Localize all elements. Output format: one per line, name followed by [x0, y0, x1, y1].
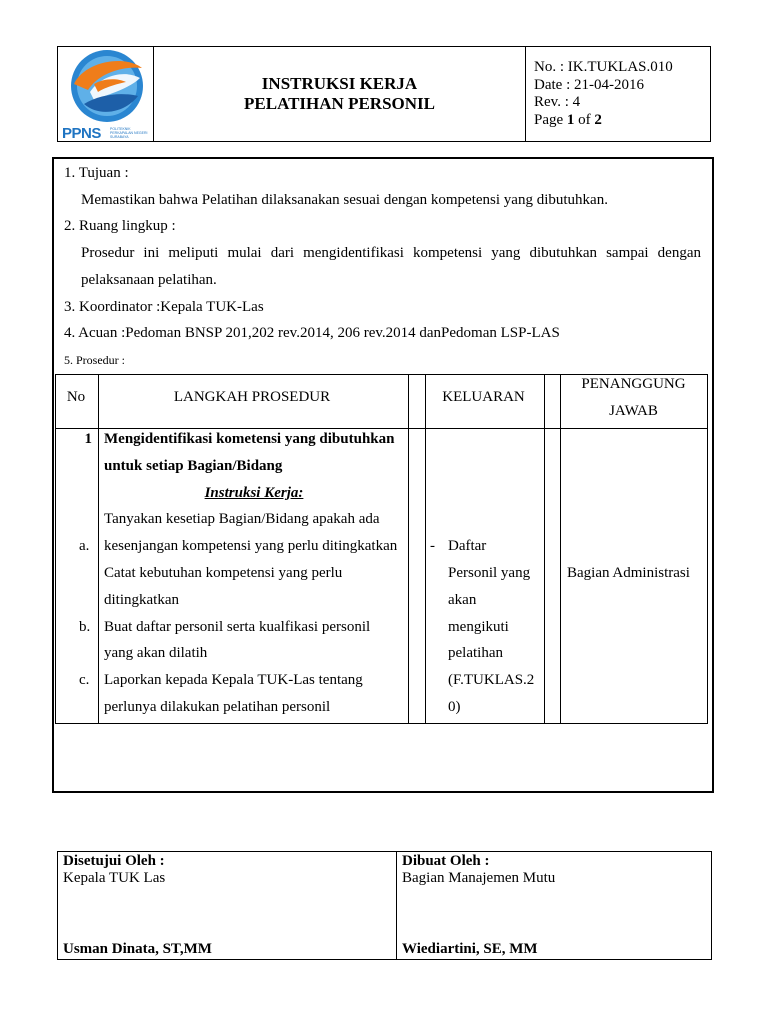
approved-name: Usman Dinata, ST,MM — [63, 941, 212, 957]
step-title-line-1: Mengidentifikasi kometensi yang dibutuhkan — [104, 431, 395, 447]
output-line: (F.TUKLAS.2 — [448, 672, 535, 688]
page-mid: of — [574, 111, 595, 128]
document-title — [154, 47, 526, 141]
step-b-line-2: yang akan dilatih — [104, 645, 208, 661]
section-3-coordinator: 3. Koordinator :Kepala TUK-Las — [64, 299, 264, 315]
page-prefix: Page — [534, 111, 567, 128]
title-line-2: PELATIHAN PERSONIL — [244, 94, 435, 113]
step-title-line-2: untuk setiap Bagian/Bidang — [104, 458, 283, 474]
doc-number: No. : IK.TUKLAS.010 — [534, 59, 673, 75]
output-line: pelatihan — [448, 645, 503, 661]
output-dash: - — [430, 538, 435, 554]
document-header — [57, 46, 711, 142]
approved-label: Disetujui Oleh : — [63, 853, 165, 869]
header-output: KELUARAN — [442, 389, 525, 405]
approved-role: Kepala TUK Las — [63, 870, 166, 886]
col-divider — [396, 852, 397, 959]
row-number: 1 — [84, 431, 92, 447]
header-no: No — [66, 389, 86, 405]
step-c-label: c. — [79, 672, 90, 688]
section-2-text-line-1: Prosedur ini meliputi mulai dari mengidentifikasi kompetensi yang dibutuhkan sampai dengan — [81, 245, 701, 261]
logo-text: PPNS — [62, 125, 101, 142]
header-row-divider — [56, 428, 707, 429]
output-line: 0) — [448, 699, 461, 715]
output-line: mengikuti — [448, 619, 509, 635]
doc-date: Date : 21-04-2016 — [534, 76, 644, 93]
step-c-line-1: Laporkan kepada Kepala TUK-Las tentang — [104, 672, 363, 688]
section-4-reference: 4. Acuan :Pedoman BNSP 201,202 rev.2014, 206 rev.2014 danPedoman LSP-LAS — [64, 325, 560, 341]
header-steps: LANGKAH PROSEDUR — [173, 389, 331, 405]
step-b-label: b. — [79, 619, 91, 635]
section-5-title: 5. Prosedur : — [64, 353, 125, 367]
page-number: 1 — [566, 111, 575, 128]
output-line: akan — [448, 592, 477, 608]
made-name: Wiediartini, SE, MM — [402, 941, 538, 957]
step-intro: Tanyakan kesetiap Bagian/Bidang apakah ada — [104, 511, 380, 527]
step-a-label: a. — [79, 538, 90, 554]
section-2-text-line-2: pelaksanaan pelatihan. — [81, 272, 217, 288]
section-1-text: Memastikan bahwa Pelatihan dilaksanakan sesuai dengan kompetensi yang dibutuhkan. — [81, 192, 608, 208]
step-b-line-1: Buat daftar personil serta kualfikasi personil — [104, 619, 371, 635]
doc-revision: Rev. : 4 — [534, 94, 581, 111]
step-a-line-3: ditingkatkan — [104, 592, 179, 608]
logo-cell — [58, 47, 154, 141]
page-total: 2 — [594, 111, 602, 128]
made-label: Dibuat Oleh : — [402, 853, 490, 869]
step-a-line-1: kesenjangan kompetensi yang perlu ditingkatkan — [104, 538, 398, 554]
instruction-subheading: Instruksi Kerja: — [204, 485, 304, 501]
section-1-title: 1. Tujuan : — [64, 165, 129, 181]
header-pic-line-2: JAWAB — [609, 403, 658, 419]
document-meta — [526, 47, 710, 141]
header-pic-line-1: PENANGGUNG — [581, 376, 686, 392]
output-line: Personil yang — [448, 565, 531, 581]
ppns-logo-icon — [64, 44, 150, 126]
output-line: Daftar — [448, 538, 487, 554]
doc-page — [534, 112, 710, 130]
made-role: Bagian Manajemen Mutu — [402, 870, 556, 886]
logo-subtext: POLITEKNIK PERKAPALAN NEGERI SURABAYA — [110, 127, 148, 139]
title-line-1: INSTRUKSI KERJA — [261, 74, 418, 93]
responsible-party: Bagian Administrasi — [567, 565, 690, 581]
section-2-title: 2. Ruang lingkup : — [64, 218, 176, 234]
step-a-line-2: Catat kebutuhan kompetensi yang perlu — [104, 565, 343, 581]
step-c-line-2: perlunya dilakukan pelatihan personil — [104, 699, 331, 715]
